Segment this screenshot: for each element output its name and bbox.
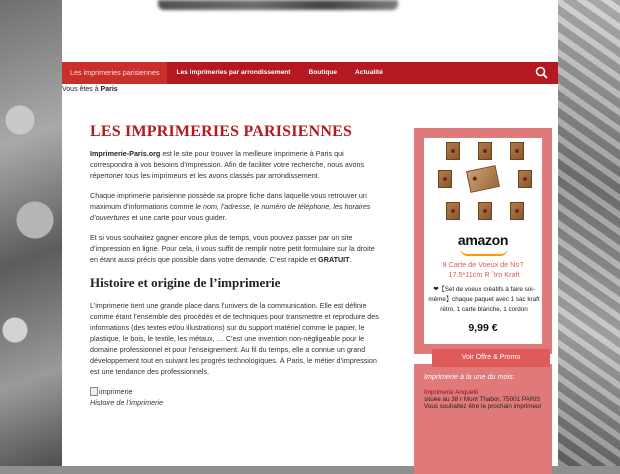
breadcrumb-prefix: Vous êtes à xyxy=(62,86,99,93)
card-image xyxy=(518,170,532,188)
broken-image-icon xyxy=(90,387,98,396)
voir-offre-button[interactable]: Voir Offre & Promo xyxy=(432,349,550,367)
site-header xyxy=(62,0,558,62)
site-logo[interactable] xyxy=(158,0,398,10)
online-end: . xyxy=(349,255,352,264)
card-image xyxy=(478,202,492,220)
background-right xyxy=(558,0,620,466)
ad-price: 9,99 € xyxy=(468,322,498,334)
fiche-italic: le nom, l’adresse, le numéro de téléphone, les horaires d’ouvertures xyxy=(90,202,371,222)
card-image xyxy=(466,165,500,193)
gratuit-text: GRATUIT xyxy=(318,255,350,264)
breadcrumb-current[interactable]: Paris xyxy=(100,86,118,93)
fiche-text-b: et une carte pour vous guider. xyxy=(131,213,227,222)
online-paragraph xyxy=(90,232,380,265)
month-address: située au 38 r Mont Thabor, 75001 PARIS xyxy=(424,396,541,403)
intro-paragraph xyxy=(90,148,380,181)
card-image xyxy=(510,142,524,160)
nav-item-imprimeries-parisiennes[interactable]: Les imprimeries parisiennes xyxy=(62,62,167,84)
nav-item-actualite[interactable]: Actualité xyxy=(355,69,383,76)
nav-item-boutique[interactable]: Boutique xyxy=(308,69,338,76)
main-nav xyxy=(62,62,558,84)
amazon-smile-icon xyxy=(460,248,508,256)
nav-item-arrondissement[interactable]: Les imprimeries par arrondissement xyxy=(176,69,291,76)
breadcrumb xyxy=(62,84,558,98)
month-title: Imprimerie à la une du mois: xyxy=(424,372,515,381)
ad-card[interactable] xyxy=(424,138,542,344)
ad-product-description: ❤【Set de voeux créatifs à faire soi-même】chaque paquet avec 1 sac kraft rétro, 1 carte blanche, 1 cordon xyxy=(428,286,540,313)
month-widget xyxy=(414,364,552,474)
amazon-logo: amazon xyxy=(457,232,509,248)
content xyxy=(90,123,380,408)
main-area xyxy=(62,98,558,466)
ad-product-title[interactable]: 8 Carte de Voeux de No? 17.5*11cm R ˆtro Kraft xyxy=(442,260,524,279)
image-alt-text: imprimerie xyxy=(99,387,133,396)
intro-text: est le site pour trouver la meilleure imprimerie à Paris qui correspondra à vos besoins d’impression. Afin de faciliter votre recherche, nous avons répertorier tous les imprimeurs et les avons classés par arrondissement. xyxy=(90,149,365,180)
online-text: Et si vous souhaitez gagner encore plus de temps, vous pouvez passer par un site d’impression en ligne. Pour cela, il vous suffit de remplir notre petit formulaire sur la droite en étant aussi précis que possible dans votre demande. C’est rapide et xyxy=(90,233,375,264)
section-title-histoire: Histoire et origine de l’imprimerie xyxy=(90,275,281,290)
fiche-text-a: Chaque imprimerie parisienne possède sa propre fiche dans laquelle vous retrouver un maximum d’informations comme xyxy=(90,191,367,211)
ad-widget xyxy=(414,128,552,354)
imprimerie-image xyxy=(90,386,380,397)
card-image xyxy=(446,142,460,160)
sidebar xyxy=(414,128,552,474)
site-name: Imprimerie-Paris.org xyxy=(90,149,161,158)
card-image xyxy=(510,202,524,220)
histoire-paragraph: L’imprimerie tient une grande place dans l’univers de la communication. Elle est définie comme étant l’ensemble des procédés et de techniques pour transmettre et reproduire des informations (des textes et/ou illustrations) sur du support matériel comme le papier, le plastique, le bois, le textile, les métaux, … C’est une invention non-négligeable pour le domaine professionnel et pour l’enseignement. Au fil du temps, elle a connue un grand développement tout en suivant les progrès technologiques. À Paris, le métier d’impression est une tendance des professionnels. xyxy=(90,301,379,376)
month-cta: Vous souhaitez être le prochain imprimeur xyxy=(424,403,542,410)
background-left xyxy=(0,0,62,466)
product-image[interactable] xyxy=(438,142,534,230)
month-imprimerie-link[interactable]: Imprimerie Anquetil xyxy=(424,389,478,396)
page-title: LES IMPRIMERIES PARISIENNES xyxy=(90,123,353,140)
card-image xyxy=(438,170,452,188)
card-image xyxy=(478,142,492,160)
image-caption: Histoire de l’imprimerie xyxy=(90,398,164,407)
search-icon[interactable] xyxy=(535,66,548,79)
fiche-paragraph xyxy=(90,190,380,223)
card-image xyxy=(446,202,460,220)
